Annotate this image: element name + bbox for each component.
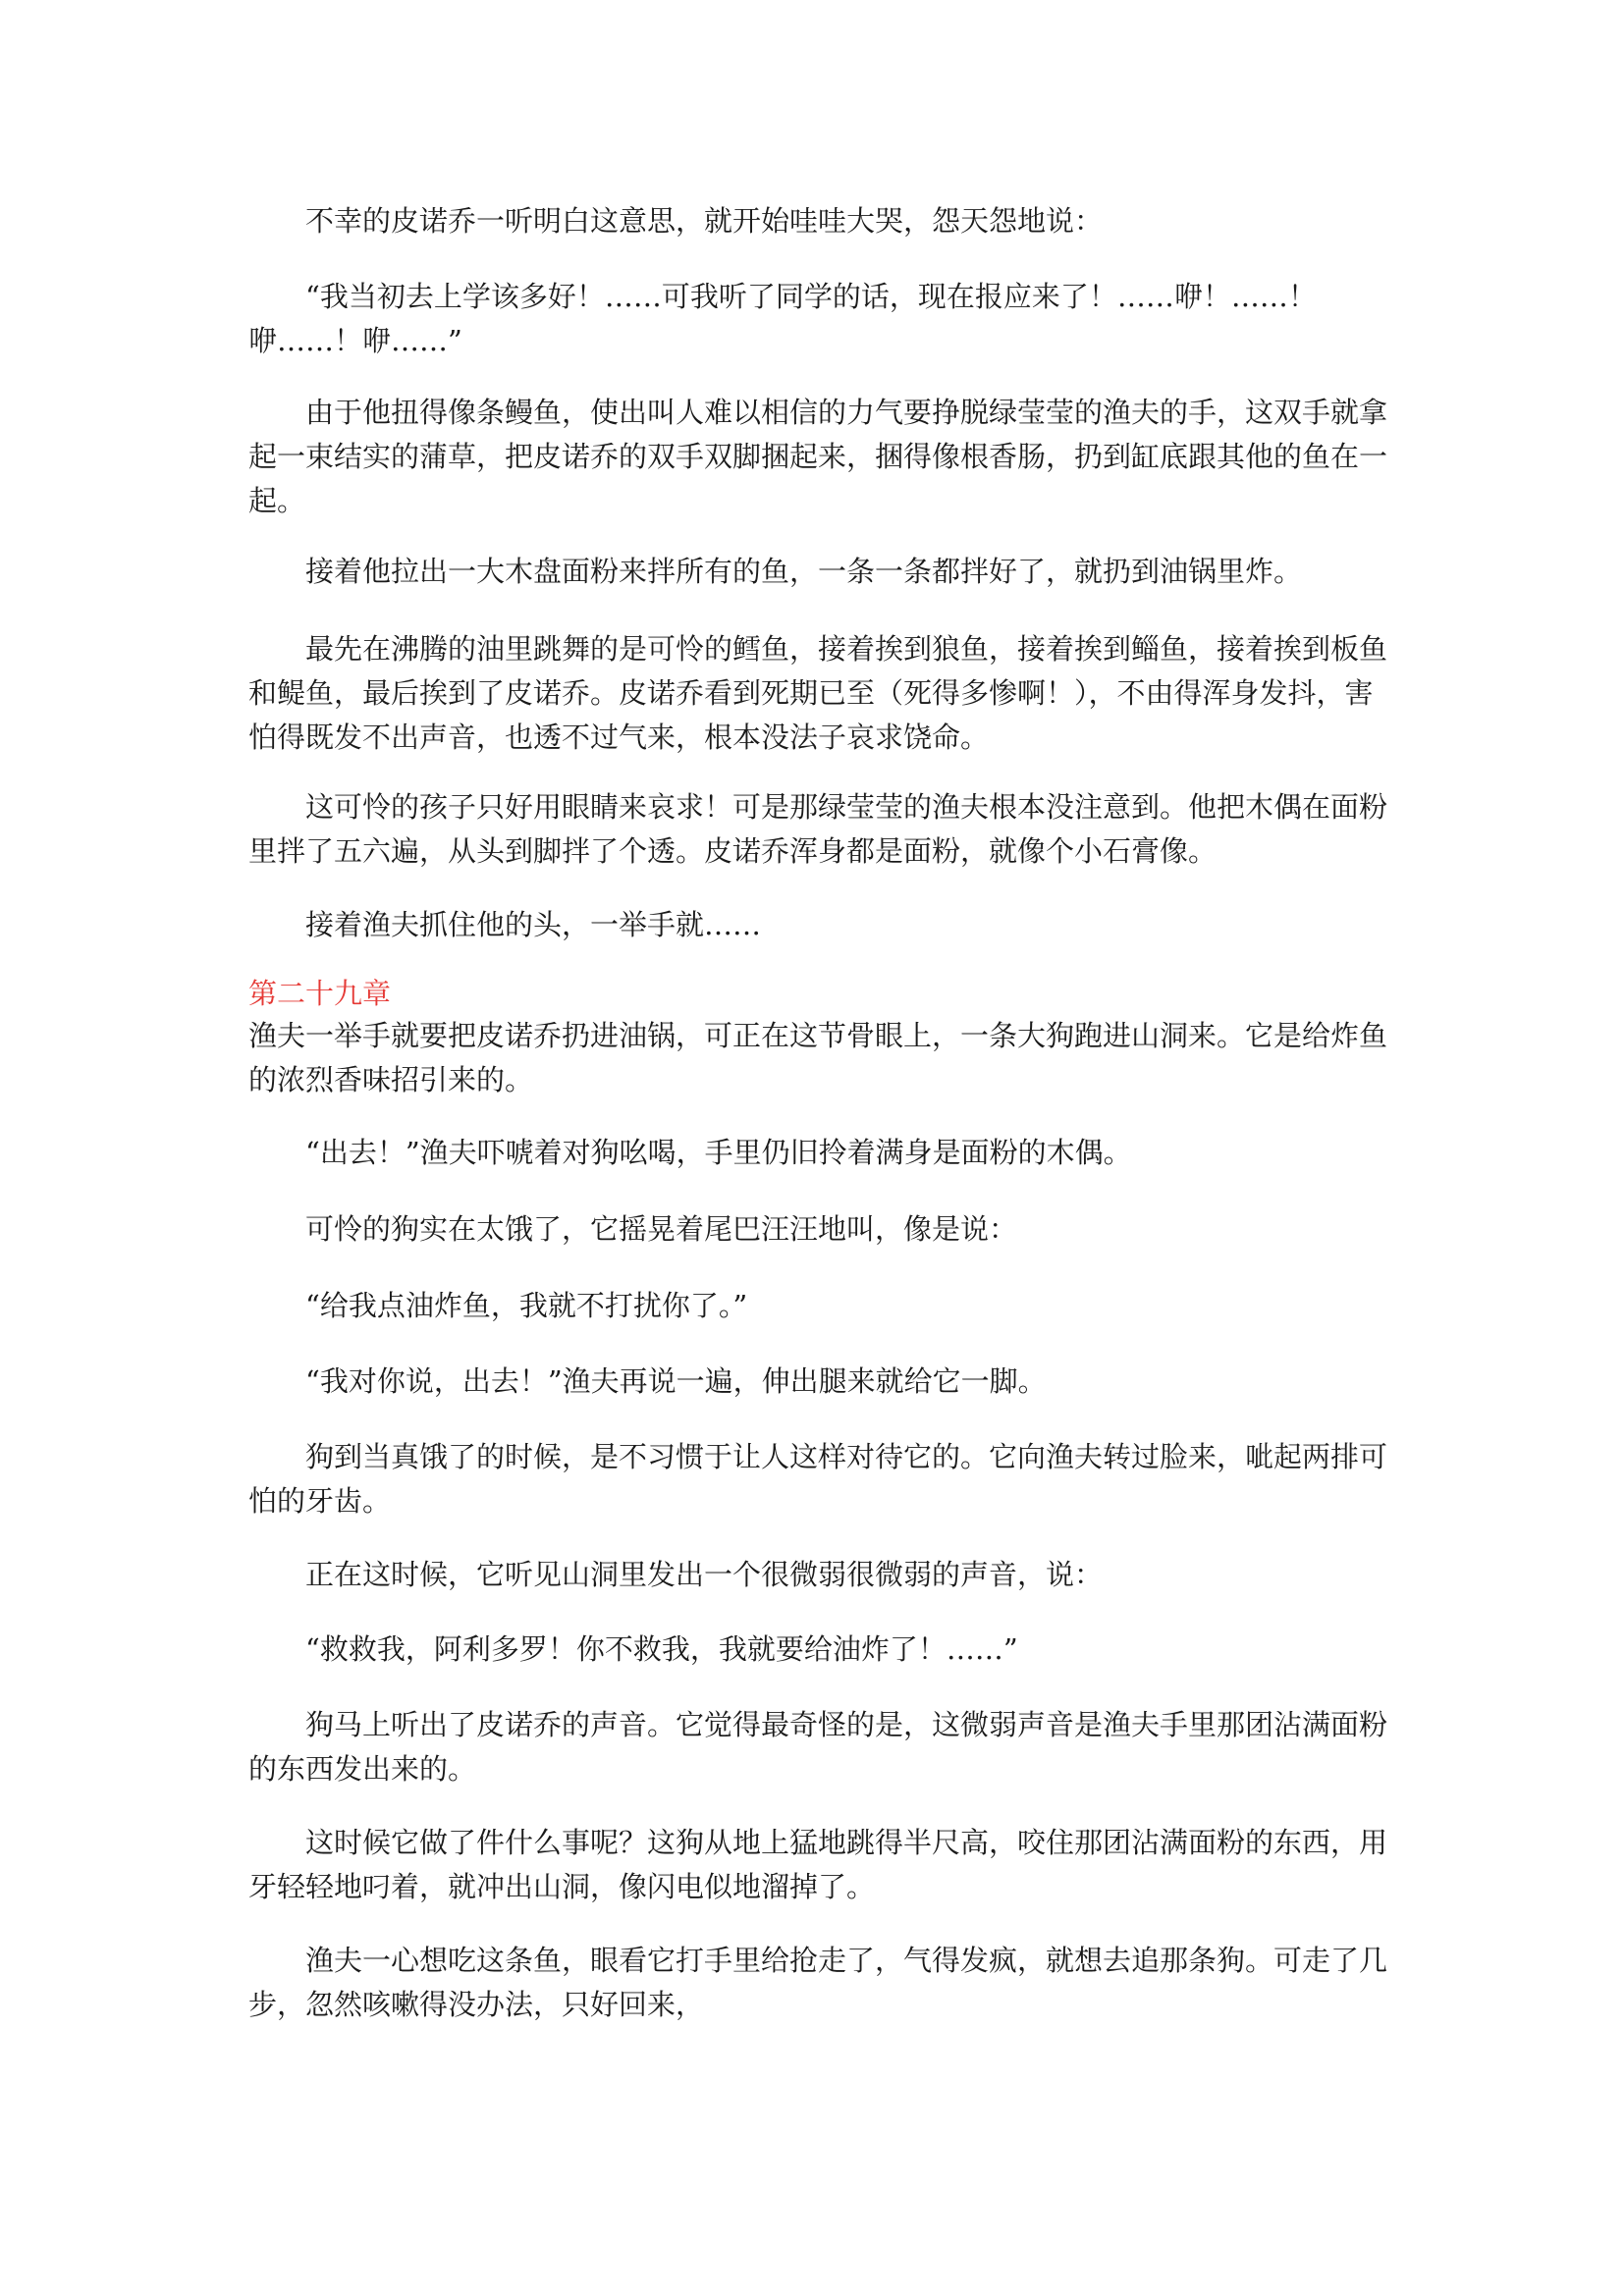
- paragraph: 这时候它做了件什么事呢？这狗从地上猛地跳得半尺高，咬住那团沾满面粉的东西，用牙轻轻地叼着，就冲出山洞，像闪电似地溜掉了。: [248, 1826, 1388, 1903]
- paragraph: 接着他拉出一大木盘面粉来拌所有的鱼，一条一条都拌好了，就扔到油锅里炸。: [305, 555, 1303, 588]
- paragraph: 正在这时候，它听见山洞里发出一个很微弱很微弱的声音，说：: [305, 1558, 1104, 1591]
- paragraph: 不幸的皮诺乔一听明白这意思，就开始哇哇大哭，怨天怨地说：: [305, 204, 1104, 238]
- paragraph: 这可怜的孩子只好用眼睛来哀求！可是那绿莹莹的渔夫根本没注意到。他把木偶在面粉里拌了五六遍，从头到脚拌了个透。皮诺乔浑身都是面粉，就像个小石膏像。: [248, 790, 1388, 868]
- paragraph: 最先在沸腾的油里跳舞的是可怜的鳕鱼，接着挨到狼鱼，接着挨到鲻鱼，接着挨到板鱼和鳀鱼，最后挨到了皮诺乔。皮诺乔看到死期已至（死得多惨啊！），不由得浑身发抖，害怕得既发不出声音，也透不过气来，根本没法子哀求饶命。: [248, 632, 1388, 754]
- paragraph: 接着渔夫抓住他的头，一举手就……: [305, 908, 762, 941]
- chapter-title: 第二十九章: [248, 977, 392, 1010]
- chapter-first-paragraph: 渔夫一举手就要把皮诺乔扔进油锅，可正在这节骨眼上，一条大狗跑进山洞来。它是给炸鱼的浓烈香味招引来的。: [248, 1019, 1388, 1096]
- paragraph: “我当初去上学该多好！……可我听了同学的话，现在报应来了！……咿！……！咿……！咿……”: [248, 280, 1317, 357]
- paragraph: “救救我，阿利多罗！你不救我，我就要给油炸了！……”: [305, 1632, 1018, 1666]
- paragraph: 渔夫一心想吃这条鱼，眼看它打手里给抢走了，气得发疯，就想去追那条狗。可走了几步，忽然咳嗽得没办法，只好回来，: [248, 1944, 1388, 2021]
- paragraph: “出去！”渔夫吓唬着对狗吆喝，手里仍旧拎着满身是面粉的木偶。: [305, 1136, 1132, 1169]
- paragraph: 狗马上听出了皮诺乔的声音。它觉得最奇怪的是，这微弱声音是渔夫手里那团沾满面粉的东西发出来的。: [248, 1708, 1388, 1786]
- paragraph: 由于他扭得像条鳗鱼，使出叫人难以相信的力气要挣脱绿莹莹的渔夫的手，这双手就拿起一束结实的蒲草，把皮诺乔的双手双脚捆起来，捆得像根香肠，扔到缸底跟其他的鱼在一起。: [248, 396, 1388, 517]
- paragraph: “我对你说，出去！”渔夫再说一遍，伸出腿来就给它一脚。: [305, 1364, 1047, 1398]
- paragraph: 可怜的狗实在太饿了，它摇晃着尾巴汪汪地叫，像是说：: [305, 1212, 1018, 1246]
- paragraph: 狗到当真饿了的时候，是不习惯于让人这样对待它的。它向渔夫转过脸来，呲起两排可怕的牙齿。: [248, 1440, 1388, 1518]
- paragraph: “给我点油炸鱼，我就不打扰你了。”: [305, 1289, 748, 1322]
